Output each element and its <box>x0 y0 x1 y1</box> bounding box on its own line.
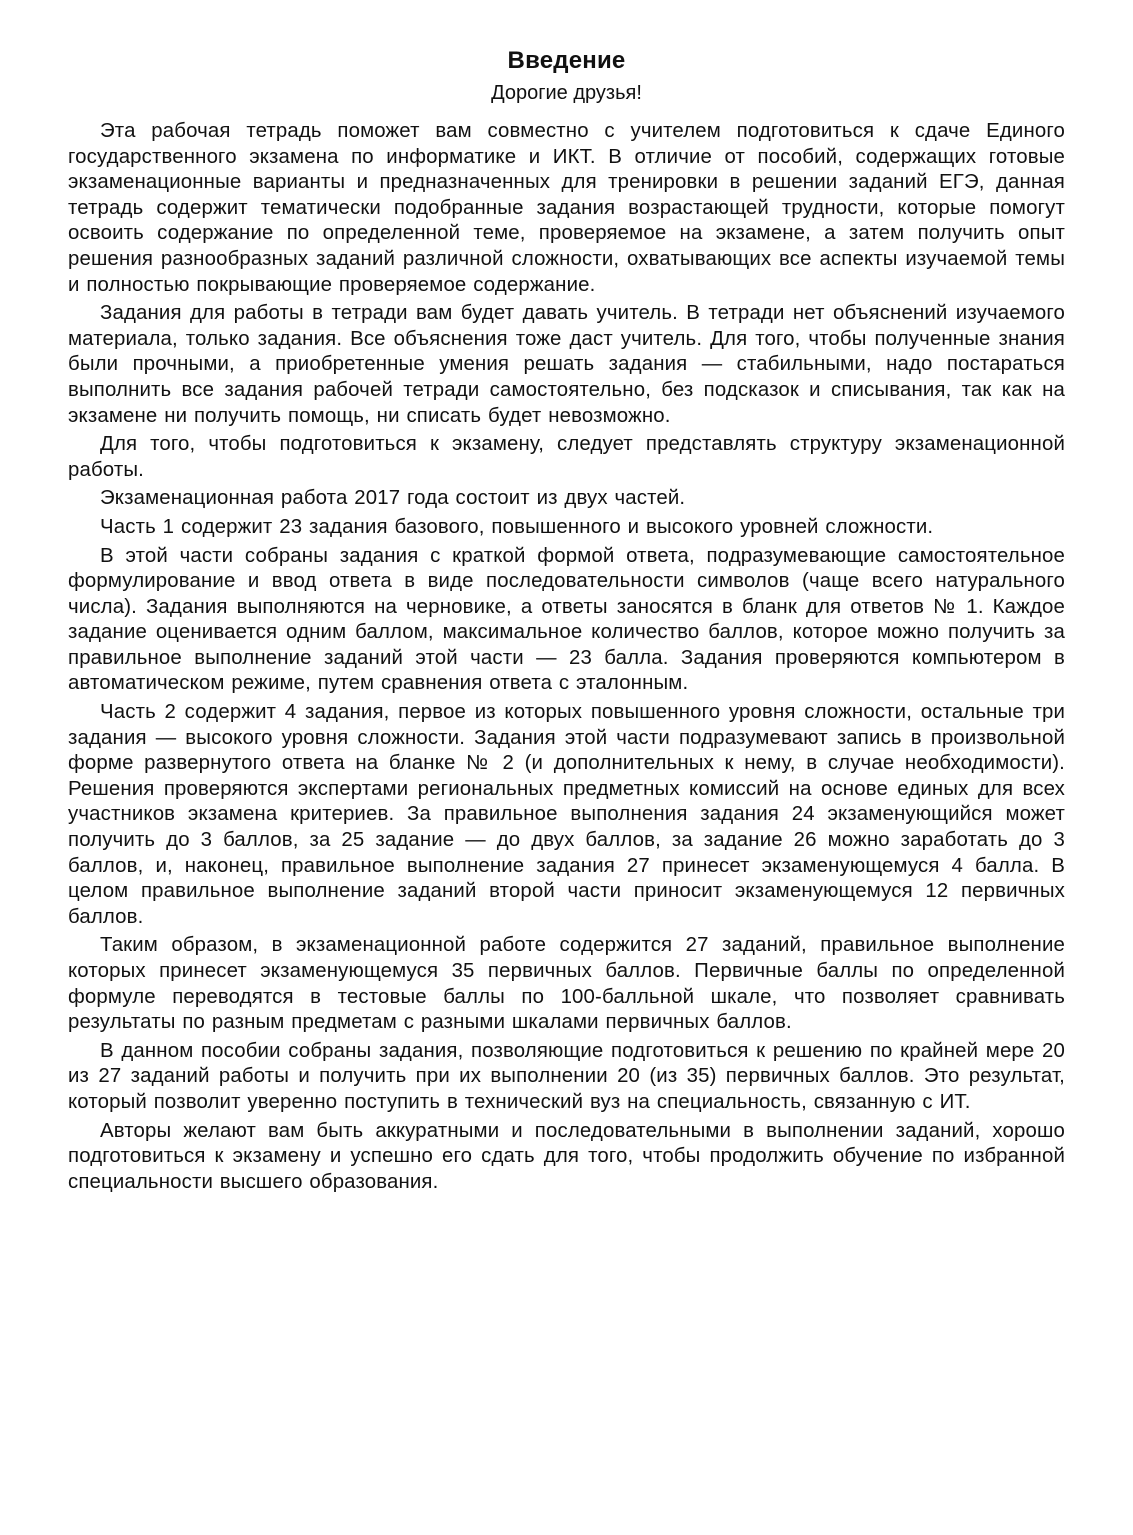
paragraph-manual-scope: В данном пособии собраны задания, позволяющие подготовиться к решению по крайней мере 20 из 27 заданий работы и получить при их выполнении 20 (из 35) первичных баллов. Это результат, который позволит уверенно поступить в технический вуз на специальность, связанную с ИТ. <box>68 1039 1065 1113</box>
paragraph-scoring: Таким образом, в экзаменационной работе содержится 27 заданий, правильное выполнение которых принесет экзаменующемуся 35 первичных баллов. Первичные баллы по определенной формуле переводятся в тестовые баллы по 100-балльной шкале, что позволяет сравнивать результаты по разным предметам с разными шкалами первичных баллов. <box>68 934 1065 1034</box>
paragraph-intro: Эта рабочая тетрадь поможет вам совместно с учителем подготовиться к сдаче Единого государственного экзамена по информатике и ИКТ. В отличие от пособий, содержащих готовые экзаменационные варианты и предназначенных для тренировки в решении заданий ЕГЭ, данная тетрадь содержит тематически подобранные задания возрастающей трудности, которые помогут освоить содержание по определенной теме, проверяемое на экзамене, а затем получить опыт решения разнообразных заданий различной сложности, охватывающих все аспекты изучаемой темы и полностью покрывающие проверяемое содержание. <box>68 120 1065 296</box>
paragraph-part-1-details: В этой части собраны задания с краткой формой ответа, подразумевающие самостоятельное формулирование и ввод ответа в виде последовательности символов (чаще всего натурального числа). Задания выполняются на черновике, а ответы заносятся в бланк для ответов № 1. Каждое задание оценивается одним баллом, максимальное количество баллов, которое можно получить за правильное выполнение заданий этой части — 23 балла. Задания проверяются компьютером в автоматическом режиме, путем сравнения ответа с эталонным. <box>68 544 1065 695</box>
page-title: Введение <box>507 47 626 74</box>
paragraph-structure: Для того, чтобы подготовиться к экзамену, следует представлять структуру экзаменационной работы. <box>68 433 1065 481</box>
paragraph-wishes: Авторы желают вам быть аккуратными и последовательными в выполнении заданий, хорошо подготовиться к экзамену и успешно его сдать для того, чтобы продолжить обучение по избранной специальности высшего образования. <box>68 1119 1065 1193</box>
paragraph-teacher: Задания для работы в тетради вам будет давать учитель. В тетради нет объяснений изучаемого материала, только задания. Все объяснения тоже даст учитель. Для того, чтобы полученные знания были прочными, а приобретенные умения решать задания — стабильными, надо постараться выполнить все задания рабочей тетради самостоятельно, без подсказок и списывания, так как на экзамене ни получить помощь, ни списать будет невозможно. <box>68 302 1065 427</box>
paragraph-part-1: Часть 1 содержит 23 задания базового, повышенного и высокого уровней сложности. <box>100 515 934 538</box>
greeting: Дорогие друзья! <box>491 82 642 104</box>
paragraph-part-2: Часть 2 содержит 4 задания, первое из которых повышенного уровня сложности, остальные три задания — высокого уровня сложности. Задания этой части подразумевают запись в произвольной форме развернутого ответа на бланке № 2 (и дополнительных к нему, в случае необходимости). Решения проверяются экспертами региональных предметных комиссий на основе единых для всех участников экзамена критериев. За правильное выполнения задания 24 экзаменующийся может получить до 3 баллов, за 25 задание — до двух баллов, за задание 26 можно заработать до 3 баллов, и, наконец, правильное выполнение задания 27 принесет экзаменующемуся 4 балла. В целом правильное выполнение заданий второй части приносит экзаменующемуся 12 первичных баллов. <box>68 701 1065 928</box>
paragraph-two-parts: Экзаменационная работа 2017 года состоит из двух частей. <box>100 487 686 510</box>
body-text <box>68 119 1065 1195</box>
